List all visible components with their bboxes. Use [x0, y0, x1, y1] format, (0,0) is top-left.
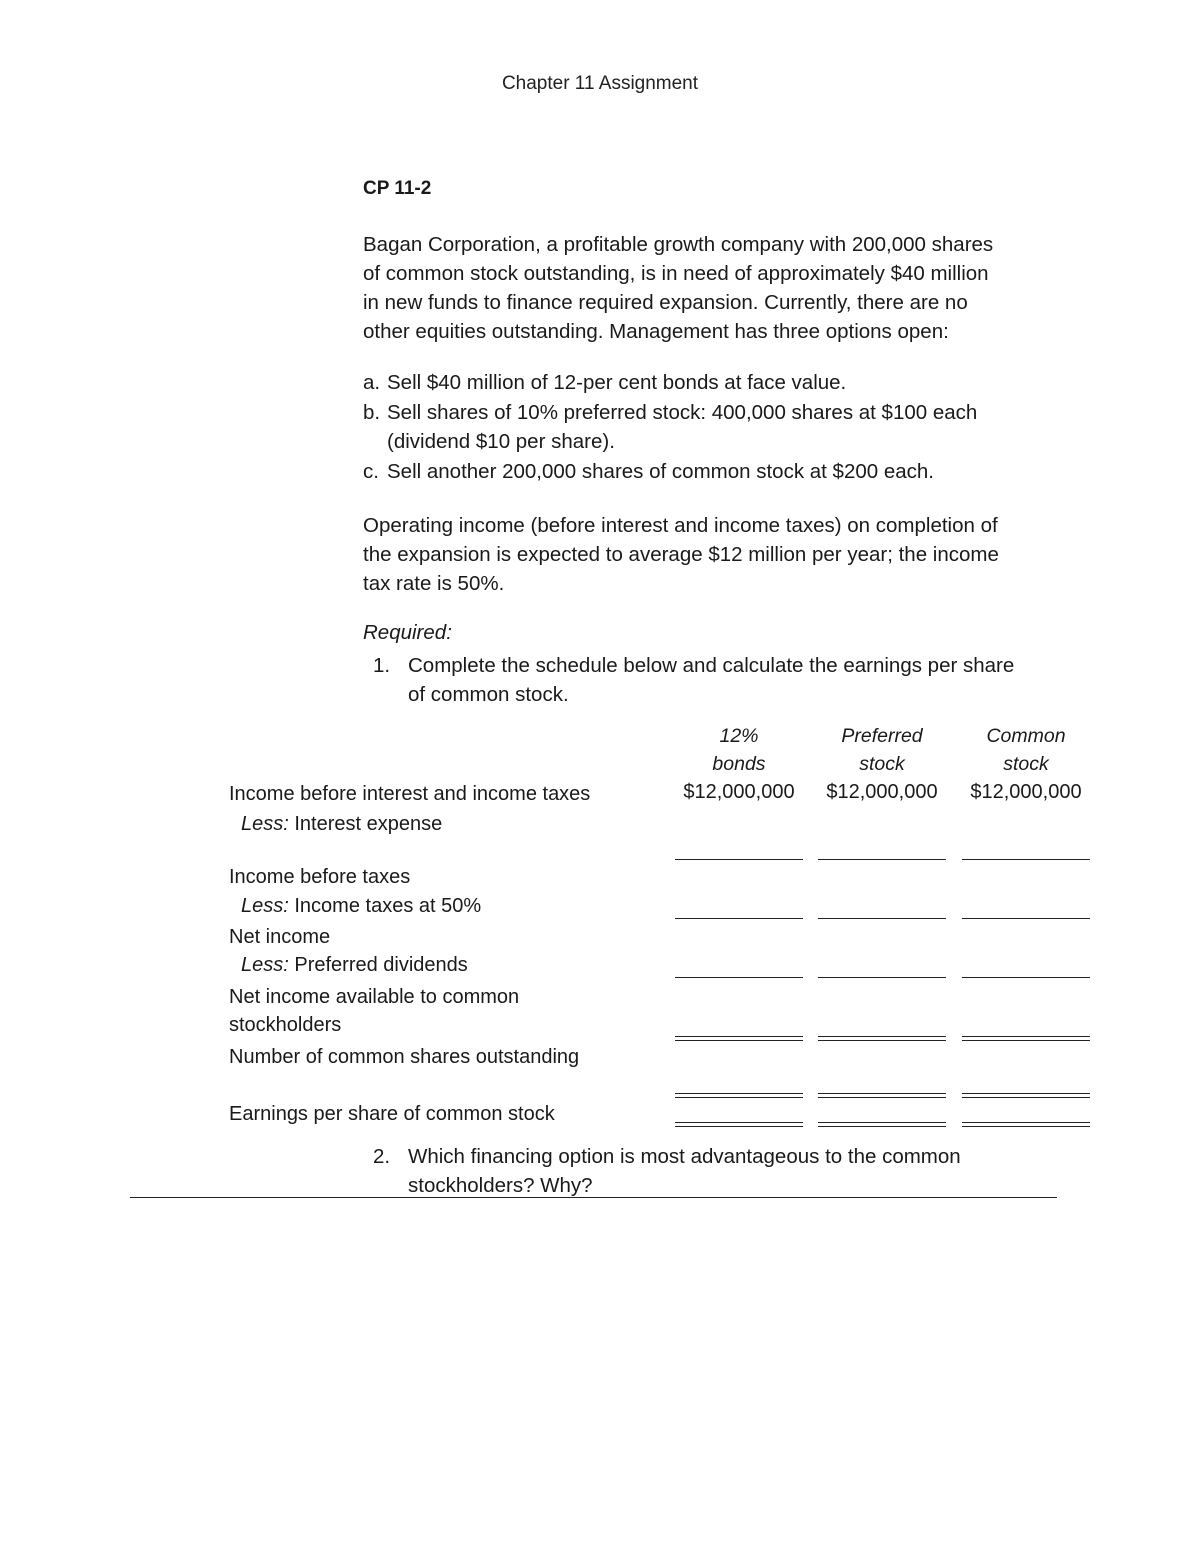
operating-income-paragraph — [363, 511, 1063, 598]
question-line: stockholders? Why? — [408, 1173, 593, 1197]
option-c — [363, 457, 1063, 487]
answer-line-bottom[interactable] — [130, 1197, 1057, 1198]
question-line: of common stock. — [408, 682, 569, 706]
answer-double-line[interactable] — [962, 1093, 1090, 1098]
answer-line[interactable] — [818, 918, 946, 919]
row-label-income-taxes — [241, 892, 481, 920]
option-b — [363, 398, 1063, 457]
row-label-preferred-dividends — [241, 951, 468, 979]
answer-double-line[interactable] — [962, 1122, 1090, 1127]
option-a — [363, 368, 1063, 398]
answer-line[interactable] — [675, 977, 803, 978]
problem-title: CP 11-2 — [363, 178, 432, 199]
question-text — [373, 652, 1063, 709]
answer-line[interactable] — [962, 859, 1090, 860]
column-heading-bonds — [674, 722, 804, 778]
problem-intro — [363, 230, 1063, 346]
financing-options — [363, 368, 1063, 486]
column-heading-line: stock — [859, 753, 905, 775]
intro-line: in new funds to finance required expansion. Currently, there are no — [363, 291, 968, 314]
column-heading-line: bonds — [712, 753, 766, 775]
option-letter: c. — [363, 459, 379, 483]
required-label: Required: — [363, 621, 452, 644]
option-text: Sell $40 million of 12-per cent bonds at face value. — [387, 371, 847, 394]
answer-line[interactable] — [818, 859, 946, 860]
less-label: Less: — [241, 954, 289, 976]
answer-double-line[interactable] — [818, 1122, 946, 1127]
answer-double-line[interactable] — [818, 1036, 946, 1041]
page-header: Chapter 11 Assignment — [501, 73, 699, 94]
intro-line: other equities outstanding. Management has three options open: — [363, 320, 949, 343]
answer-line[interactable] — [675, 918, 803, 919]
row-label-net-income-common-cont: stockholders — [229, 1014, 342, 1036]
answer-double-line[interactable] — [675, 1093, 803, 1098]
intro-line: of common stock outstanding, is in need of approximately $40 million — [363, 262, 989, 285]
option-text: (dividend $10 per share). — [387, 430, 615, 453]
row-label-income-before-taxes: Income before taxes — [229, 866, 411, 888]
answer-double-line[interactable] — [818, 1093, 946, 1098]
answer-line[interactable] — [962, 918, 1090, 919]
option-letter: b. — [363, 400, 381, 424]
row-label-net-income-common: Net income available to common — [229, 986, 520, 1008]
column-heading-preferred — [817, 722, 947, 778]
column-heading-line: stock — [1003, 753, 1049, 775]
option-text: Sell shares of 10% preferred stock: 400,000 shares at $100 each — [387, 400, 978, 424]
option-text: Sell another 200,000 shares of common stock at $200 each. — [387, 459, 935, 483]
paragraph-line: Operating income (before interest and income taxes) on completion of — [363, 514, 998, 537]
row-label-income-before-interest: Income before interest and income taxes — [229, 783, 591, 805]
row-label-text: Income taxes at 50% — [288, 895, 482, 917]
question-line: Complete the schedule below and calculate the earnings per share — [408, 654, 1015, 677]
intro-line: Bagan Corporation, a profitable growth company with 200,000 shares — [363, 233, 994, 256]
row-label-interest-expense — [241, 810, 442, 838]
option-letter: a. — [363, 371, 381, 394]
question-text — [373, 1143, 1063, 1200]
paragraph-line: tax rate is 50%. — [363, 572, 505, 595]
question-number: 1. — [373, 654, 391, 677]
answer-double-line[interactable] — [675, 1036, 803, 1041]
value-common-income: $12,000,000 — [970, 781, 1082, 803]
row-label-text: Interest expense — [288, 813, 443, 835]
answer-line[interactable] — [962, 977, 1090, 978]
column-heading-line: Preferred — [841, 725, 923, 747]
answer-double-line[interactable] — [962, 1036, 1090, 1041]
less-label: Less: — [241, 813, 289, 835]
row-label-text: Preferred dividends — [288, 954, 468, 976]
answer-line[interactable] — [675, 859, 803, 860]
answer-line[interactable] — [818, 977, 946, 978]
column-heading-line: Common — [986, 725, 1066, 747]
question-1 — [373, 652, 1063, 709]
row-label-shares-outstanding: Number of common shares outstanding — [229, 1046, 580, 1068]
column-heading-line: 12% — [719, 725, 759, 747]
paragraph-line: the expansion is expected to average $12 million per year; the income — [363, 543, 999, 566]
row-label-net-income: Net income — [229, 926, 331, 948]
answer-double-line[interactable] — [675, 1122, 803, 1127]
question-number: 2. — [373, 1145, 391, 1168]
value-bonds-income: $12,000,000 — [683, 781, 795, 803]
value-preferred-income: $12,000,000 — [826, 781, 938, 803]
question-line: Which financing option is most advantageous to the common — [408, 1145, 961, 1168]
less-label: Less: — [241, 895, 289, 917]
question-2 — [373, 1143, 1063, 1200]
column-heading-common — [961, 722, 1091, 778]
row-label-eps: Earnings per share of common stock — [229, 1103, 555, 1125]
